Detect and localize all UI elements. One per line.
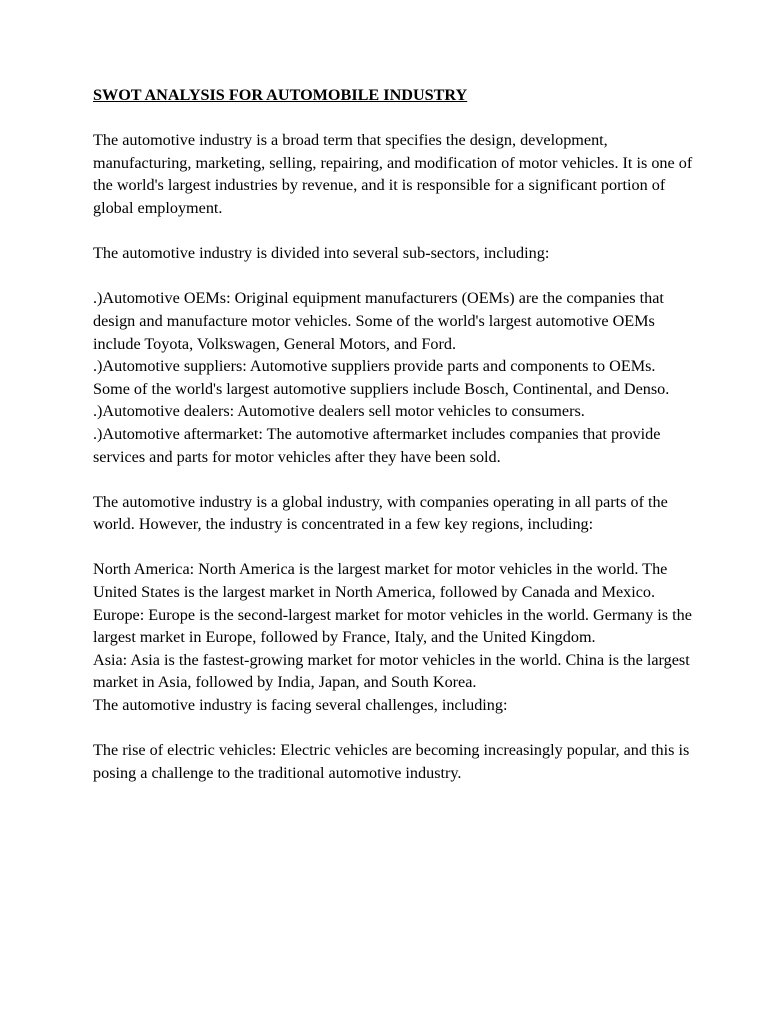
region-asia: Asia: Asia is the fastest-growing market for motor vehicles in the world. China is the largest market in Asia, followed by India, Japan, and South Korea. <box>93 650 690 692</box>
paragraph-subsectors-intro: The automotive industry is divided into several sub-sectors, including: <box>93 244 550 263</box>
list-item-oems: .)Automotive OEMs: Original equipment manufacturers (OEMs) are the companies that design and manufacture motor vehicles. Some of the world's largest automotive OEMs include Toyota, Volkswagen, General Motors, and Ford. <box>93 289 664 353</box>
list-item-dealers: .)Automotive dealers: Automotive dealers sell motor vehicles to consumers. <box>93 402 585 421</box>
paragraph-global-industry: The automotive industry is a global industry, with companies operating in all parts of the world. However, the industry is concentrated in a few key regions, including: <box>93 492 668 534</box>
region-north-america: North America: North America is the largest market for motor vehicles in the world. The United States is the largest market in North America, followed by Canada and Mexico. <box>93 560 668 602</box>
document-page <box>93 84 693 784</box>
list-item-aftermarket: .)Automotive aftermarket: The automotive aftermarket includes companies that provide services and parts for motor vehicles after they have been sold. <box>93 424 661 466</box>
paragraph-intro: The automotive industry is a broad term that specifies the design, development, manufacturing, marketing, selling, repairing, and modification of motor vehicles. It is one of the world's largest industries by revenue, and it is responsible for a significant portion of global employment. <box>93 131 693 217</box>
region-europe: Europe: Europe is the second-largest market for motor vehicles in the world. Germany is the largest market in Europe, followed by France, Italy, and the United Kingdom. <box>93 605 692 647</box>
document-title: SWOT ANALYSIS FOR AUTOMOBILE INDUSTRY <box>93 86 468 104</box>
paragraph-challenges-intro: The automotive industry is facing several challenges, including: <box>93 696 508 715</box>
challenge-electric-vehicles: The rise of electric vehicles: Electric vehicles are becoming increasingly popular, and this is posing a challenge to the traditional automotive industry. <box>93 741 690 782</box>
list-item-suppliers: .)Automotive suppliers: Automotive suppliers provide parts and components to OEMs. Some of the world's largest automotive suppliers include Bosch, Continental, and Denso. <box>93 357 670 398</box>
